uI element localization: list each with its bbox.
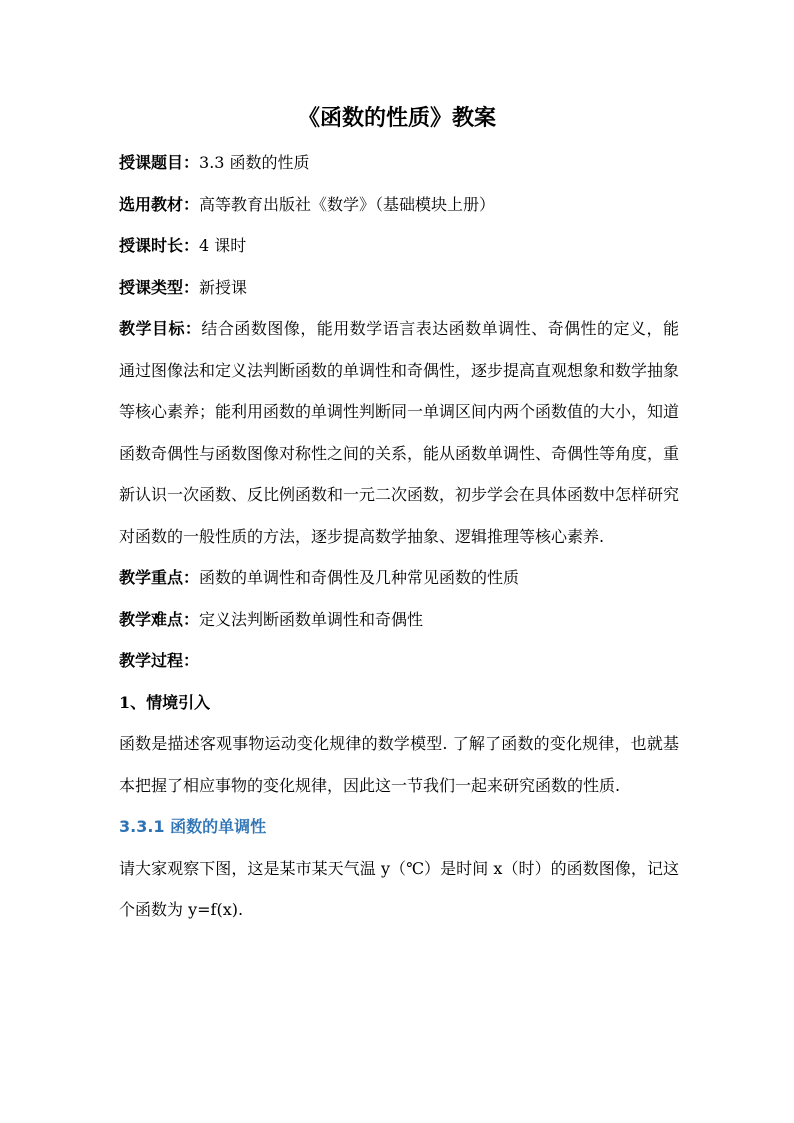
field-topic-label: 授课题目： — [119, 153, 200, 172]
objective-paragraph — [119, 308, 679, 557]
final-paragraph: 请大家观察下图，这是某市某天气温 y（℃）是时间 x（时）的函数图像，记这个函数为 y=f(x). — [119, 858, 679, 919]
process-heading: 教学过程： — [119, 651, 200, 670]
field-duration-value: 4 课时 — [199, 236, 247, 255]
field-textbook-value: 高等教育出版社《数学》（基础模块上册） — [199, 194, 496, 214]
field-type-value: 新授课 — [199, 277, 248, 297]
field-duration — [119, 225, 679, 267]
field-duration-label: 授课时长： — [119, 236, 200, 255]
document-body — [119, 142, 679, 931]
objective-label: 教学目标： — [119, 319, 202, 338]
section-heading: 1、情境引入 — [119, 692, 211, 712]
difficulty-label: 教学难点： — [119, 609, 200, 629]
objective-text: 结合函数图像，能用数学语言表达函数单调性、奇偶性的定义，能通过图像法和定义法判断函数的单调性和奇偶性，逐步提高直观想象和数学抽象等核心素养；能利用函数的单调性判断同一单调区间内两个函数值的大小，知道函数奇偶性与函数图像对称性之间的关系，能从函数单调性、奇偶性等角度，重新认识一次函数、反比例函数和一元二次函数，初步学会在具体函数中怎样研究对函数的一般性质的方法，逐步提高数学抽象、逻辑推理等核心素养. — [119, 319, 680, 546]
field-topic-value: 3.3 函数的性质 — [199, 153, 310, 172]
field-type — [119, 267, 679, 309]
field-topic — [119, 142, 679, 184]
document-title: 《函数的性质》教案 — [297, 105, 496, 131]
field-textbook — [119, 184, 679, 226]
key-point-text: 函数的单调性和奇偶性及几种常见函数的性质 — [199, 568, 520, 587]
field-type-label: 授课类型： — [119, 277, 200, 297]
field-textbook-label: 选用教材： — [119, 194, 200, 214]
difficulty-paragraph — [119, 599, 679, 641]
subsection-title: 函数的单调性 — [170, 817, 267, 836]
subsection-number: 3.3.1 — [119, 817, 165, 836]
difficulty-text: 定义法判断函数单调性和奇偶性 — [199, 609, 424, 629]
key-point-paragraph — [119, 557, 679, 599]
key-point-label: 教学重点： — [119, 568, 200, 587]
subsection-heading — [119, 806, 679, 848]
section-body: 函数是描述客观事物运动变化规律的数学模型. 了解了函数的变化规律，也就基本把握了相应事物的变化规律，因此这一节我们一起来研究函数的性质. — [119, 734, 679, 795]
